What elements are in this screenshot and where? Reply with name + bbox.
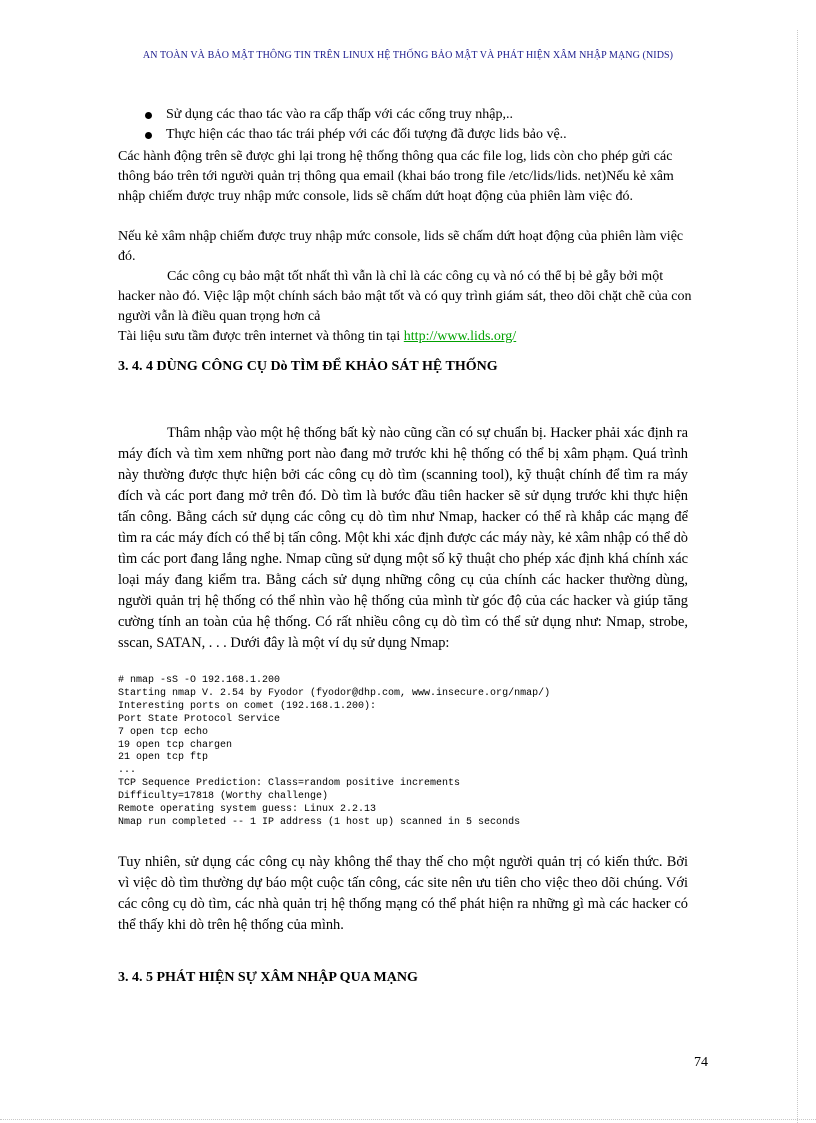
bullet-item: Sử dụng các thao tác vào ra cấp thấp với các cổng truy nhập,..: [143, 105, 703, 125]
code-line: Difficulty=17818 (Worthy challenge): [118, 791, 329, 803]
code-line: ...: [118, 765, 137, 777]
lids-link[interactable]: http://www.lids.org/: [403, 329, 517, 344]
section-heading-scanning-tools: 3. 4. 4 DÙNG CÔNG CỤ Dò TÌM ĐỂ KHẢO SÁT HỆ THỐNG: [118, 359, 498, 374]
page-number: 74: [694, 1055, 708, 1070]
paragraph-log-actions: Các hành động trên sẽ được ghi lại trong hệ thống thông qua các file log, lids còn cho phép gửi các thông báo trên tới người quản trị thông qua email (khai báo trong file /etc/lids/lids. net)Nếu kẻ xâm nhập chiếm được truy nhập mức console, lids sẽ chấm dứt hoạt động của phiên làm việc đó.: [118, 149, 674, 204]
reference-text: Tài liệu sưu tầm được trên internet và thông tin tại: [118, 329, 404, 344]
code-line: Nmap run completed -- 1 IP address (1 host up) scanned in 5 seconds: [118, 816, 521, 828]
code-line: TCP Sequence Prediction: Class=random positive increments: [118, 778, 461, 790]
page-border-right: [797, 30, 798, 1123]
section-heading-network-intrusion: 3. 4. 5 PHÁT HIỆN SỰ XÂM NHẬP QUA MẠNG: [118, 970, 418, 985]
code-line: Port State Protocol Service: [118, 713, 281, 725]
code-line: 19 open tcp chargen: [118, 739, 233, 751]
code-line: Remote operating system guess: Linux 2.2.13: [118, 804, 377, 816]
paragraph-scanning-intro: Thâm nhập vào một hệ thống bất kỳ nào cũng cần có sự chuẩn bị. Hacker phải xác định ra máy đích và tìm xem những port nào đang mở trước khi hệ thống có thể bị xâm phạm. Quá trình này thường được thực hiện bởi các công cụ dò tìm (scanning tool), kỹ thuật chính để tìm ra máy đích và các port đang mở trên đó. Dò tìm là bước đầu tiên hacker sẽ sử dụng trước khi thực hiện tấn công. Bằng cách sử dụng các công cụ dò tìm như Nmap, hacker có thể rà khắp các mạng để tìm ra các máy đích có thể bị tấn công. Một khi xác định được các máy này, kẻ xâm nhập có thể dò tìm các port đang lắng nghe. Nmap cũng sử dụng một số kỹ thuật cho phép xác định khá chính xác loại máy đang kiểm tra. Bằng cách sử dụng những công cụ của chính các hacker thường dùng, người quản trị hệ thống có thể nhìn vào hệ thống của mình từ góc độ của các hacker và giúp tăng cường tính an toàn của hệ thống. Có rất nhiều công cụ dò tìm có thể sử dụng như: Nmap, strobe, sscan, SATAN, . . . Dưới đây là một ví dụ sử dụng Nmap:: [118, 425, 688, 651]
nmap-code-block: [118, 675, 678, 830]
bullet-item: Thực hiện các thao tác trái phép với các đối tượng đã được lids bảo vệ..: [143, 125, 703, 145]
bullet-list: [143, 105, 703, 145]
code-line: # nmap -sS -O 192.168.1.200: [118, 675, 281, 686]
paragraph-reference: [118, 327, 698, 347]
code-line: Starting nmap V. 2.54 by Fyodor (fyodor@dhp.com, www.insecure.org/nmap/): [118, 687, 551, 699]
paragraph-security-tools: Các công cụ bảo mật tốt nhất thì vẫn là chỉ là các công cụ và nó có thể bị bẻ gẫy bởi một hacker nào đó. Việc lập một chính sách bảo mật tốt và có quy trình giám sát, theo dõi chặt chẽ của con người vẫn là điều quan trọng hơn cả: [118, 269, 692, 324]
running-header: AN TOÀN VÀ BẢO MẬT THÔNG TIN TRÊN LINUX HỆ THỐNG BẢO MẬT VÀ PHÁT HIỆN XÂM NHẬP MẠNG (NIDS): [142, 50, 674, 61]
paragraph-scanning-conclusion: Tuy nhiên, sử dụng các công cụ này không thể thay thế cho một người quản trị có kiến thức. Bởi vì việc dò tìm thường dự báo một cuộc tấn công, các site nên ưu tiên cho việc theo dõi chúng. Với các công cụ dò tìm, các nhà quản trị hệ thống mạng có thể phát hiện ra những gì mà các hacker có thể thấy khi dò trên hệ thống của mình.: [118, 854, 688, 933]
page-border-bottom: [0, 1119, 816, 1120]
code-line: 21 open tcp ftp: [118, 752, 209, 764]
code-line: 7 open tcp echo: [118, 726, 209, 738]
code-line: Interesting ports on comet (192.168.1.200):: [118, 700, 377, 712]
paragraph-console-access: Nếu kẻ xâm nhập chiếm được truy nhập mức console, lids sẽ chấm dứt hoạt động của phiên làm việc đó.: [118, 229, 684, 264]
